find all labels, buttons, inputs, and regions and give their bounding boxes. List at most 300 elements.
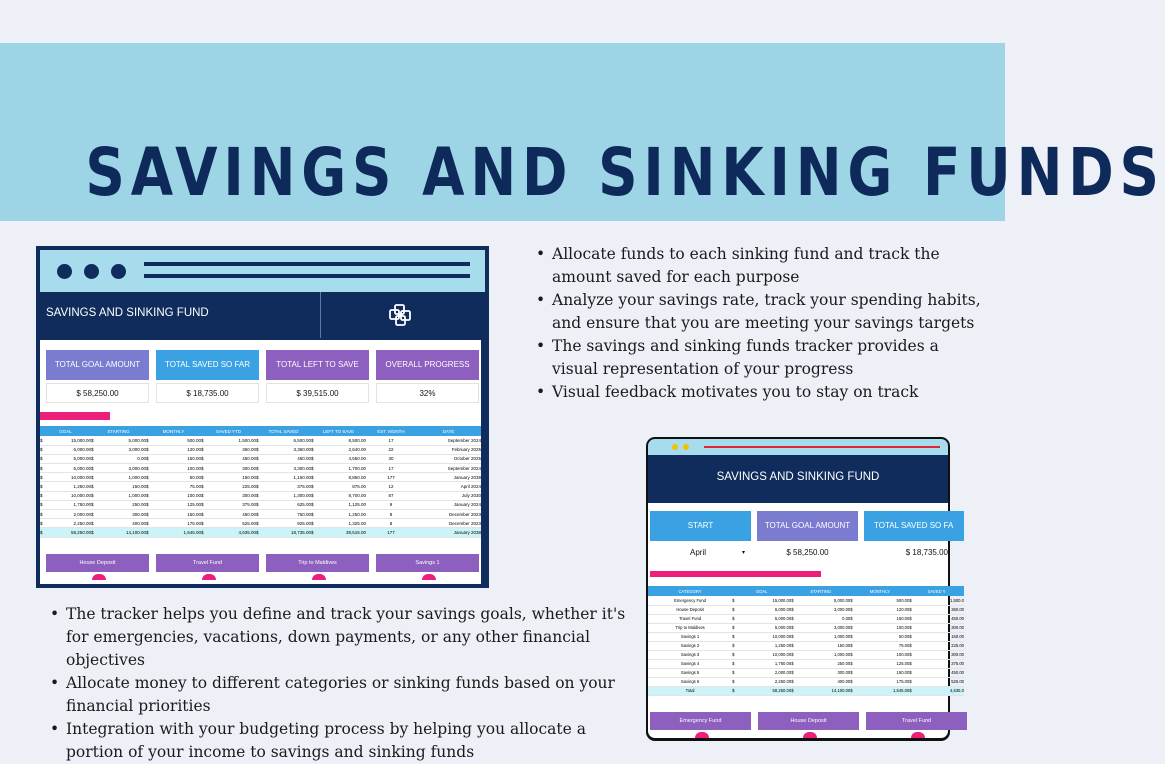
table-cell: 39,515.00 [316,528,366,537]
table-cell: $ [732,650,741,659]
window-dot-icon [672,444,678,450]
table-cell: 150.00 [96,482,146,491]
column-header: SAVED YTD [201,426,256,436]
table-cell: $ [791,605,800,614]
table-cell: $ [201,500,206,509]
total-goal-value: $ 58,250.00 [46,383,149,403]
total-saved-value: $ 18,735.00 [156,383,259,403]
sheet-title: SAVINGS AND SINKING FUND [46,307,209,319]
table-cell: 50.00 [859,632,909,641]
total-saved-value: $ 18,735.00 [864,543,948,563]
table-cell: 360.00 [918,605,964,614]
table-cell: 250.00 [800,659,850,668]
table-cell: 10,000.00 [45,473,91,482]
table-cell: $ [732,677,741,686]
table-cell: 750.00 [261,510,311,519]
table-cell: 6,000.00 [741,605,791,614]
table-cell: 150.00 [800,641,850,650]
sheet-tab[interactable]: House Deposit [46,554,149,572]
table-cell: $ [311,445,316,454]
table-cell: 150.00 [151,510,201,519]
table-cell: $ [791,650,800,659]
table-cell: $ [91,500,96,509]
table-cell: $ [40,454,45,463]
window-dot-icon [57,264,72,279]
table-cell: $ [256,464,261,473]
table-cell: 2,640.00 [316,445,366,454]
table-cell: December 2023 [416,510,481,519]
table-cell: $ [791,623,800,632]
table-cell: 1,250.00 [741,641,791,650]
table-cell: 5,000.00 [96,436,146,445]
table-cell: 1,250.00 [45,482,91,491]
table-cell: 150.00 [206,473,256,482]
sheet-tab[interactable]: Emergency Fund [650,712,751,730]
list-item: • The tracker helps you define and track your savings goals, whether it's for emergencies, vacations, down payments, or any other financial objectives [50,603,630,672]
window-titlebar [648,439,948,455]
table-cell: 450.00 [206,454,256,463]
list-item: • Integration with your budgeting process by helping you allocate a portion of your income to savings and sinking funds [50,718,630,764]
table-total-row [648,686,964,695]
table-cell: Savings 1 [648,632,732,641]
table-cell: 6,500.00 [261,436,311,445]
table-cell: 58,250.00 [741,686,791,695]
table-cell: 225.00 [918,641,964,650]
spreadsheet-preview-secondary [646,437,964,741]
sheet-title: SAVINGS AND SINKING FUND [716,471,880,483]
start-month-value: April [690,548,707,557]
table-cell: $ [256,510,261,519]
table-cell: $ [732,632,741,641]
table-cell: 875.00 [316,482,366,491]
table-cell: $ [91,436,96,445]
table-cell: 87 [366,491,416,500]
sheet-tab[interactable]: Trip to Maldives [266,554,369,572]
table-cell: 300.00 [918,623,964,632]
table-cell: Travel Fund [648,614,732,623]
table-cell: $ [850,614,859,623]
table-cell: 75.00 [151,482,201,491]
table-cell: $ [40,445,45,454]
column-header: STARTING [91,426,146,436]
sheet-tab[interactable]: Travel Fund [156,554,259,572]
table-cell: $ [40,473,45,482]
table-cell: $ [909,632,918,641]
table-cell: $ [311,473,316,482]
table-total-row [40,528,481,537]
table-cell: $ [40,500,45,509]
table-cell: 14,100.00 [800,686,850,695]
table-cell: 22 [366,445,416,454]
table-cell: $ [732,641,741,650]
table-row [40,464,481,473]
column-header: MONTHLY [850,586,909,596]
table-cell: 1,300.00 [261,491,311,500]
table-cell: $ [91,482,96,491]
table-cell: $ [909,668,918,677]
overall-progress-value: 32% [376,383,479,403]
column-header: LEFT TO SAVE [311,426,366,436]
column-header: CATEGORY [648,586,732,596]
table-cell: January 2024 [416,500,481,509]
table-cell: $ [909,641,918,650]
table-row [40,519,481,528]
table-cell: 125.00 [151,500,201,509]
table-cell: $ [791,659,800,668]
table-cell: $ [850,686,859,695]
column-header: EST. MONTH [366,426,416,436]
table-cell: $ [256,491,261,500]
table-cell: $ [201,445,206,454]
table-cell: 30 [366,454,416,463]
table-cell: 525.00 [206,519,256,528]
table-cell: $ [311,454,316,463]
table-cell: Emergency Fund [648,596,732,605]
table-cell: 1,250.00 [316,510,366,519]
table-cell: Savings 4 [648,659,732,668]
list-item: • Allocate money to different categories or sinking funds based on your financial priorities [50,672,630,718]
table-cell: $ [91,454,96,463]
table-cell: 925.00 [261,519,311,528]
table-cell: September 2024 [416,464,481,473]
table-cell: 1,000.00 [96,491,146,500]
table-cell: 175.00 [151,519,201,528]
table-cell: 8 [366,510,416,519]
table-cell: $ [850,623,859,632]
page-title: SAVINGS AND SINKING FUNDS [85,134,1165,211]
table-cell: 6,000.00 [45,445,91,454]
table-cell: $ [201,510,206,519]
table-row [40,454,481,463]
table-cell: 9 [366,500,416,509]
table-cell: $ [909,686,918,695]
table-cell: $ [311,528,316,537]
column-header: TOTAL SAVED [256,426,311,436]
table-cell: $ [146,500,151,509]
table-cell: 500.00 [151,436,201,445]
table-cell: 450.00 [206,510,256,519]
tab-marker [803,732,817,738]
table-cell: $ [146,436,151,445]
table-row [648,596,964,605]
overall-progress-card: OVERALL PROGRESS [376,350,479,380]
table-cell: $ [850,605,859,614]
table-cell: $ [909,623,918,632]
feature-list-bottom [50,603,630,764]
table-cell: 3,300.00 [261,464,311,473]
table-cell: $ [256,445,261,454]
header-banner [0,43,1165,221]
table-cell: $ [850,632,859,641]
table-cell: 1,000.00 [800,650,850,659]
table-cell: 100.00 [859,623,909,632]
table-cell: 75.00 [859,641,909,650]
table-cell: 14,100.00 [96,528,146,537]
table-cell: $ [40,528,45,537]
table-cell: 525.00 [918,677,964,686]
table-row [648,623,964,632]
total-left-card: TOTAL LEFT TO SAVE [266,350,369,380]
table-cell: $ [732,686,741,695]
dropdown-arrow-icon: ▾ [741,550,745,556]
table-cell: $ [91,473,96,482]
table-cell: House Deposit [648,605,732,614]
table-cell: $ [850,641,859,650]
table-cell: 18,735.00 [261,528,311,537]
table-cell: $ [40,482,45,491]
table-cell: $ [91,519,96,528]
table-cell: 177 [366,528,416,537]
table-cell: 100.00 [151,491,201,500]
table-cell: $ [201,491,206,500]
window-bar-line [144,274,470,278]
table-cell: 100.00 [859,650,909,659]
table-cell: 8 [366,519,416,528]
table-cell: 300.00 [206,491,256,500]
table-cell: 1,750.00 [45,500,91,509]
table-cell: $ [256,454,261,463]
table-cell: Savings 3 [648,650,732,659]
table-row [40,491,481,500]
sheet-header [40,292,481,340]
sheet-tab[interactable]: Travel Fund [866,712,967,730]
table-cell: 300.00 [206,464,256,473]
table-cell: $ [40,491,45,500]
table-cell: 1,325.00 [316,519,366,528]
start-card: START [650,511,751,541]
list-item: • Analyze your savings rate, track your spending habits, and ensure that you are meeting your savings targets [536,289,986,335]
table-cell: 5,000.00 [741,623,791,632]
table-cell: $ [256,519,261,528]
table-row [40,482,481,491]
column-header: GOAL [40,426,91,436]
table-cell: $ [791,677,800,686]
window-dot-icon [84,264,99,279]
table-cell: $ [850,596,859,605]
table-cell: $ [909,596,918,605]
table-cell: $ [732,614,741,623]
table-cell: $ [146,464,151,473]
table-cell: $ [311,510,316,519]
table-cell: $ [256,482,261,491]
table-cell: $ [201,464,206,473]
table-cell: $ [909,614,918,623]
sheet-tab[interactable]: Savings 1 [376,554,479,572]
table-cell: Savings 5 [648,668,732,677]
total-saved-card: TOTAL SAVED SO FA [864,511,964,541]
window-dot-icon [683,444,689,450]
table-cell: 4,635.0 [918,686,964,695]
tab-marker [695,732,709,738]
table-cell: $ [146,454,151,463]
table-cell: $ [909,677,918,686]
table-cell: 150.00 [151,454,201,463]
table-cell: $ [91,491,96,500]
table-cell: $ [791,686,800,695]
table-cell: 100.00 [151,464,201,473]
table-cell: 1,125.00 [316,500,366,509]
table-cell: 375.00 [206,500,256,509]
sheet-area [40,292,481,584]
feature-list-top [536,243,986,404]
table-cell: $ [146,445,151,454]
table-cell: 225.00 [206,482,256,491]
table-cell: 1,545.00 [859,686,909,695]
table-cell: $ [311,464,316,473]
table-row [648,614,964,623]
table-cell: $ [40,510,45,519]
tab-marker [312,574,326,580]
table-cell: $ [146,528,151,537]
table-cell: $ [201,454,206,463]
total-left-value: $ 39,515.00 [266,383,369,403]
table-cell: $ [311,482,316,491]
table-cell: 175.00 [859,677,909,686]
table-cell: 3,000.00 [800,605,850,614]
table-cell: $ [256,528,261,537]
table-cell: 10,000.00 [741,650,791,659]
table-cell: $ [850,668,859,677]
table-cell: 2,250.00 [45,519,91,528]
table-cell: 2,250.00 [741,677,791,686]
table-header-row [40,426,481,436]
table-row [648,677,964,686]
table-cell: $ [311,519,316,528]
table-cell: $ [732,605,741,614]
table-cell: 0.00 [800,614,850,623]
table-cell: $ [256,436,261,445]
total-saved-card: TOTAL SAVED SO FAR [156,350,259,380]
table-row [648,641,964,650]
table-cell: Total [648,686,732,695]
table-cell: $ [40,436,45,445]
table-cell: 360.00 [206,445,256,454]
table-cell: October 2025 [416,454,481,463]
table-cell: July 2030 [416,491,481,500]
table-cell: 450.00 [918,668,964,677]
table-cell: $ [40,464,45,473]
table-cell: Trip to Maldives [648,623,732,632]
list-item: • Allocate funds to each sinking fund and track the amount saved for each purpose [536,243,986,289]
table-cell: 450.00 [261,454,311,463]
table-cell: 450.00 [918,614,964,623]
table-cell: February 2025 [416,445,481,454]
table-cell: $ [732,596,741,605]
table-cell: 150.00 [859,614,909,623]
table-cell: 1,000.00 [96,473,146,482]
table-cell: 15,000.00 [741,596,791,605]
table-cell: 500.00 [859,596,909,605]
table-cell: 150.00 [859,668,909,677]
table-row [40,445,481,454]
table-cell: $ [256,473,261,482]
total-goal-value: $ 58,250.00 [757,543,858,563]
sheet-area [648,455,964,738]
table-cell: 375.00 [918,659,964,668]
total-goal-card: TOTAL GOAL AMOUNT [46,350,149,380]
tab-marker [202,574,216,580]
window-bar-line [704,446,940,448]
table-cell: $ [91,528,96,537]
funds-table [40,426,481,538]
table-row [648,605,964,614]
table-cell: $ [850,659,859,668]
table-cell: $ [201,519,206,528]
table-cell: $ [146,482,151,491]
table-cell: 1,750.00 [741,659,791,668]
table-cell: December 2023 [416,519,481,528]
header-divider [320,292,321,338]
table-cell: $ [40,519,45,528]
table-cell: 2,000.00 [45,510,91,519]
table-cell: $ [791,632,800,641]
table-cell: $ [791,641,800,650]
window-bar-line [144,262,470,266]
window-dot-icon [111,264,126,279]
column-header: GOAL [732,586,791,596]
table-cell: 120.00 [151,445,201,454]
table-cell: 375.00 [261,482,311,491]
table-cell: $ [311,436,316,445]
column-header: SAVED Y [909,586,964,596]
table-cell: 10,000.00 [741,632,791,641]
table-cell: $ [909,650,918,659]
column-header: MONTHLY [146,426,201,436]
table-cell: 120.00 [859,605,909,614]
table-cell: $ [201,482,206,491]
table-row [648,632,964,641]
table-cell: 15,000.00 [45,436,91,445]
table-cell: 4,635.00 [206,528,256,537]
table-cell: 4,550.00 [316,454,366,463]
start-month-select[interactable] [650,543,751,563]
knot-logo-icon [388,303,412,327]
table-cell: 3,000.00 [96,445,146,454]
table-cell: $ [256,500,261,509]
table-cell: 400.00 [800,677,850,686]
table-cell: 17 [366,436,416,445]
table-cell: $ [146,510,151,519]
table-cell: 1,500.00 [206,436,256,445]
table-cell: 5,000.00 [800,596,850,605]
table-cell: 12 [366,482,416,491]
table-cell: $ [146,491,151,500]
table-cell: $ [311,500,316,509]
table-cell: $ [91,464,96,473]
table-cell: 3,000.00 [96,464,146,473]
table-cell: Savings 6 [648,677,732,686]
sheet-tab[interactable]: House Deposit [758,712,859,730]
column-header: STARTING [791,586,850,596]
table-cell: $ [201,436,206,445]
table-cell: 5,000.00 [741,614,791,623]
table-row [40,436,481,445]
table-cell: 3,360.00 [261,445,311,454]
table-cell: Savings 2 [648,641,732,650]
table-cell: 8,500.00 [316,436,366,445]
total-goal-card: TOTAL GOAL AMOUNT [757,511,858,541]
table-cell: 125.00 [859,659,909,668]
table-cell: $ [909,605,918,614]
table-cell: 400.00 [96,519,146,528]
table-cell: 1,000.00 [800,632,850,641]
table-cell: 1,545.00 [151,528,201,537]
table-cell: $ [146,473,151,482]
table-cell: 8,850.00 [316,473,366,482]
table-cell: $ [732,623,741,632]
table-cell: 0.00 [96,454,146,463]
table-row [648,659,964,668]
